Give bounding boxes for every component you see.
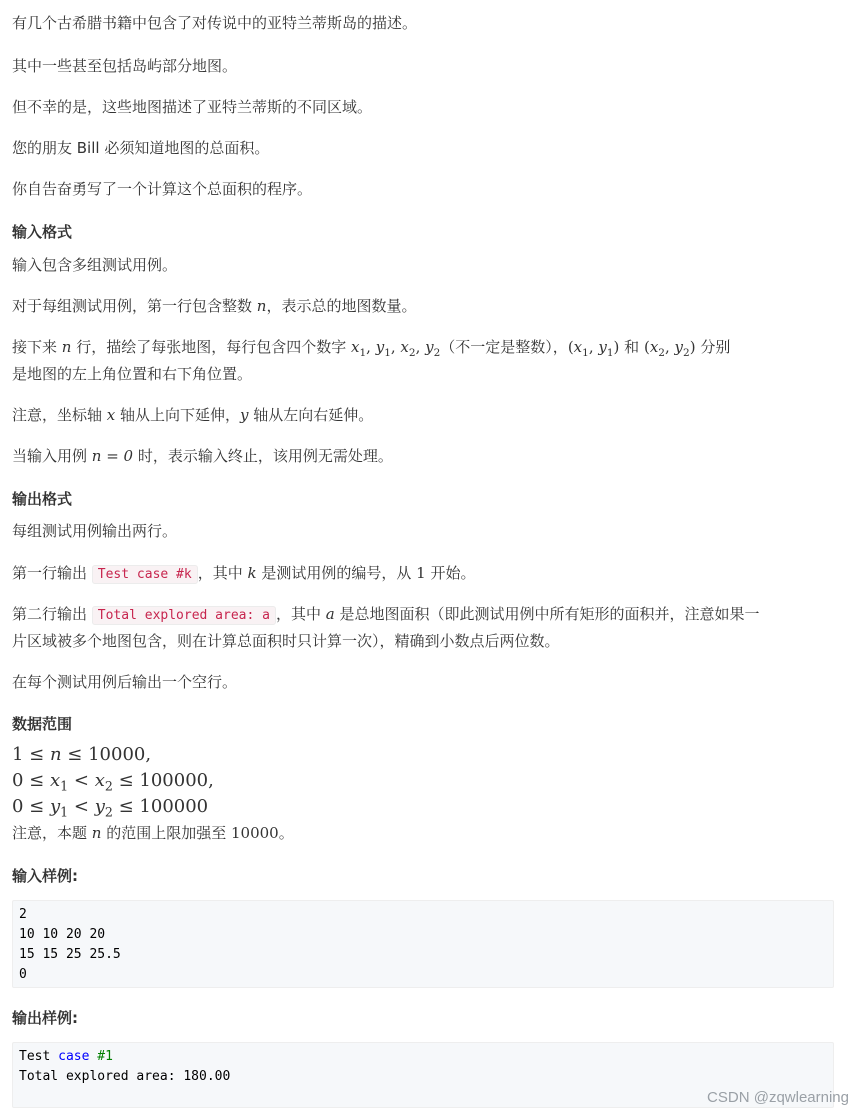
math-var-n: n xyxy=(61,338,72,356)
math-coords-list: $x_1$, $y_1$, $x_2$, $y_2$ xyxy=(351,338,441,359)
text-segment: 轴从上向下延伸， xyxy=(115,406,241,424)
text-segment: 轴从左向右延伸。 xyxy=(248,406,374,424)
intro-paragraph-3: 但不幸的是，这些地图描述了亚特兰蒂斯的不同区域。 xyxy=(12,98,373,116)
intro-paragraph-4: 您的朋友 Bill 必须知道地图的总面积。 xyxy=(12,139,270,157)
output-format-p1: 每组测试用例输出两行。 xyxy=(12,522,178,540)
math-number: 1 xyxy=(416,564,426,582)
math-bottom-right: ($x_2$, $y_2$) xyxy=(643,338,696,359)
output-format-p3-cont: 片区域被多个地图包含，则在计算总面积时只计算一次），精确到小数点后两位数。 xyxy=(12,632,560,650)
output-format-p2 xyxy=(12,560,848,586)
text-segment: 行，描绘了每张地图，每行包含四个数字 xyxy=(71,338,351,356)
range-formula-2: $0 \le x_1 < x_2 \le 100000$, xyxy=(12,770,214,794)
text-segment: 是总地图面积（即此测试用例中所有矩形的面积并，注意如果一 xyxy=(334,605,760,623)
intro-paragraph-1: 有几个古希腊书籍中包含了对传说中的亚特兰蒂斯岛的描述。 xyxy=(12,14,418,32)
code-line: 10 10 20 20 xyxy=(19,927,106,942)
math-var-y: y xyxy=(240,406,249,424)
intro-paragraph-5: 你自告奋勇写了一个计算这个总面积的程序。 xyxy=(12,180,313,198)
math-var-n: n xyxy=(91,824,102,842)
code-keyword: case xyxy=(58,1049,90,1064)
text-segment: 时，表示输入终止，该用例无需处理。 xyxy=(133,447,393,465)
text-segment: ，其中 xyxy=(197,564,248,582)
code-line: 15 15 25 25.5 xyxy=(19,947,121,962)
input-format-p2 xyxy=(12,293,848,319)
math-var-x: x xyxy=(106,406,116,424)
math-var-a: a xyxy=(325,605,335,623)
output-format-p3 xyxy=(12,601,848,627)
text-segment: （不一定是整数）， xyxy=(440,338,568,356)
text-segment: 注意，坐标轴 xyxy=(12,406,107,424)
code-line xyxy=(19,1047,827,1067)
sample-output-heading: 输出样例: xyxy=(12,1009,78,1027)
text-segment: ，其中 xyxy=(275,605,326,623)
text-segment: 第二行输出 xyxy=(12,605,92,623)
text-segment: 和 xyxy=(619,338,644,356)
math-top-left: ($x_1$, $y_1$) xyxy=(567,338,620,359)
text-segment: 分别 xyxy=(695,338,731,356)
code-line: Total explored area: 180.00 xyxy=(19,1069,231,1084)
text-segment: 开始。 xyxy=(425,564,476,582)
inline-code: Test case #k xyxy=(92,565,198,584)
math-number: 10000 xyxy=(231,824,279,842)
code-comment: #1 xyxy=(97,1049,113,1064)
text-segment: 。 xyxy=(278,824,294,842)
math-var-n: n xyxy=(256,297,267,315)
input-format-p4 xyxy=(12,402,848,428)
math-expr: n = 0 xyxy=(91,447,134,465)
input-format-p3-cont: 是地图的左上角位置和右下角位置。 xyxy=(12,365,253,383)
text-segment: 当输入用例 xyxy=(12,447,92,465)
text-segment: ，表示总的地图数量。 xyxy=(266,297,417,315)
text-segment: 对于每组测试用例，第一行包含整数 xyxy=(12,297,257,315)
intro-paragraph-2: 其中一些甚至包括岛屿部分地图。 xyxy=(12,57,238,75)
text-segment: 注意，本题 xyxy=(12,824,92,842)
input-format-heading: 输入格式 xyxy=(12,223,73,241)
text-segment: 是测试用例的编号，从 xyxy=(256,564,417,582)
output-format-heading: 输出格式 xyxy=(12,490,73,508)
math-var-k: k xyxy=(247,564,257,582)
output-format-p4: 在每个测试用例后输出一个空行。 xyxy=(12,673,238,691)
code-text: Test xyxy=(19,1049,59,1064)
code-line: 0 xyxy=(19,967,27,982)
inline-code: Total explored area: a xyxy=(92,606,276,625)
range-formula-1: 1 ≤ n ≤ 10000, xyxy=(12,744,152,765)
input-format-p5 xyxy=(12,443,848,469)
range-formula-3: $0 \le y_1 < y_2 \le 100000$ xyxy=(12,796,209,820)
data-range-heading: 数据范围 xyxy=(12,715,73,733)
text-segment: 接下来 xyxy=(12,338,62,356)
text-segment: 的范围上限加强至 xyxy=(101,824,231,842)
input-format-p3 xyxy=(12,334,848,360)
sample-input-block xyxy=(12,900,834,988)
sample-input-heading: 输入样例: xyxy=(12,867,78,885)
input-format-p1: 输入包含多组测试用例。 xyxy=(12,256,178,274)
watermark: CSDN @zqwlearning xyxy=(707,1089,849,1106)
text-segment: 第一行输出 xyxy=(12,564,92,582)
range-note xyxy=(12,820,848,846)
code-line: 2 xyxy=(19,907,27,922)
